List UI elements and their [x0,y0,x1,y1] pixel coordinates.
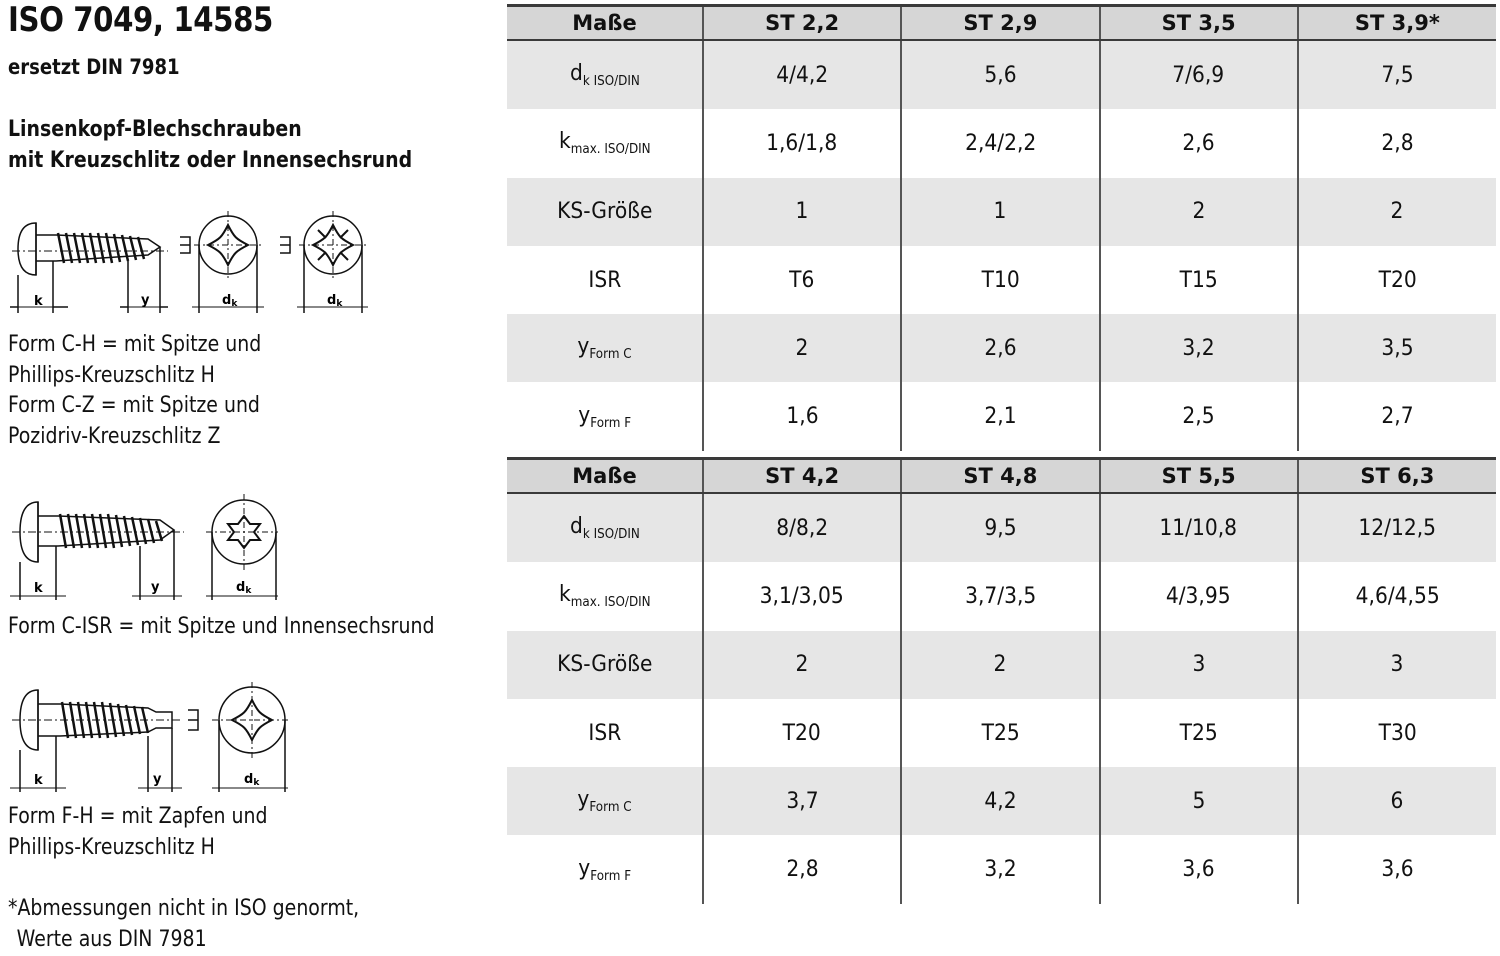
table-cell: 6 [1298,767,1496,835]
dk-label-sub: k [336,299,343,309]
dimensions-table-st-4-2-to-6-3 [507,457,1496,904]
table-row-isr [507,246,1496,314]
table-cell: 2,8 [1298,109,1496,177]
screw-drawing-form-c-h-c-z [8,205,368,317]
caption-line: Form C-ISR = mit Spitze und Innensechsrund [8,614,435,639]
row-label [507,835,703,903]
row-label [507,109,703,177]
row-label-main: k [558,582,571,608]
table-cell: 8/8,2 [703,493,901,562]
y-dimension-label: y [153,772,162,787]
caption-line: Form C-Z = mit Spitze und [8,393,260,418]
row-label-main: y [578,402,591,428]
footnote [8,894,359,955]
table-cell: 2 [1298,178,1496,246]
table-cell: 2,7 [1298,382,1496,450]
table-cell: 3,5 [1298,314,1496,382]
row-label: KS-Größe [507,631,703,699]
table-cell: 3,7/3,5 [901,562,1099,630]
row-label: ISR [588,720,621,746]
row-label-sub: max. ISO/DIN [570,142,651,158]
column-header: ST 5,5 [1100,459,1298,494]
table-cell: 3,1/3,05 [703,562,901,630]
screw-drawing-form-f-h [8,680,288,794]
dk-dimension-label [236,580,252,596]
k-dimension-label: k [34,294,43,309]
footnote-line: *Abmessungen nicht in ISO genormt, [8,896,360,921]
row-label-sub: Form F [590,415,631,431]
row-label [507,382,703,450]
column-header: ST 4,8 [901,459,1099,494]
row-label-sub: max. ISO/DIN [570,595,651,611]
table-row-y-form-f [507,382,1496,450]
table-cell: 11/10,8 [1100,493,1298,562]
y-dimension-label: y [141,293,150,308]
dk-label-main: d [327,293,337,308]
table-cell: T25 [901,699,1099,767]
caption-line: Form F-H = mit Zapfen und [8,804,268,829]
table-cell: T30 [1298,699,1496,767]
table-cell: 7,5 [1298,40,1496,109]
description-line: Linsenkopf-Blechschrauben [8,117,302,142]
dk-label-main: d [244,772,254,787]
caption-line: Phillips-Kreuzschlitz H [8,362,215,388]
row-label-main: k [558,129,571,155]
caption-form-f-h [8,802,267,863]
table-row-k [507,109,1496,177]
table-row-y-form-f [507,835,1496,903]
column-header: Maße [507,459,703,494]
dk-dimension-label [327,293,343,309]
table-cell: T20 [1298,246,1496,314]
table-cell: 9,5 [901,493,1099,562]
table-row-isr [507,699,1496,767]
table-cell: T10 [901,246,1099,314]
dk-label-sub: k [231,299,238,309]
row-label-sub: Form C [589,347,632,363]
k-dimension-label: k [34,773,43,788]
table-cell: 3,6 [1100,835,1298,903]
screw-drawing-form-c-isr [8,488,278,602]
table-cell: 1,6 [703,382,901,450]
caption-line: Form C-H = mit Spitze und [8,332,262,357]
footnote-line: Werte aus DIN 7981 [16,926,207,952]
table-cell: 1,6/1,8 [703,109,901,177]
column-header: ST 4,2 [703,459,901,494]
table-cell: 3,6 [1298,835,1496,903]
table-row-ks-groesse [507,631,1496,699]
column-header: ST 2,2 [703,6,901,41]
row-label-sub: Form F [590,868,631,884]
table-cell: 4/3,95 [1100,562,1298,630]
row-label-sub: k ISO/DIN [582,527,640,543]
column-header: ST 3,5 [1100,6,1298,41]
y-dimension-label: y [151,580,160,595]
table-cell: 1 [901,178,1099,246]
table-cell: 3,2 [901,835,1099,903]
table-cell: 3 [1100,631,1298,699]
dk-label-main: d [222,293,232,308]
row-label-main: y [577,787,590,813]
table-cell: 5,6 [901,40,1099,109]
dk-label-sub: k [245,586,252,596]
table-cell: 3,7 [703,767,901,835]
table-cell: 2,8 [703,835,901,903]
table-cell: 7/6,9 [1100,40,1298,109]
dk-dimension-label [244,772,260,788]
table-cell: 5 [1100,767,1298,835]
row-label-sub: Form C [589,800,632,816]
product-description [8,114,412,176]
table-header-row [507,6,1496,41]
table-cell: T6 [703,246,901,314]
table-cell: 4/4,2 [703,40,901,109]
description-line: mit Kreuzschlitz oder Innensechsrund [8,148,413,173]
table-cell: 2,4/2,2 [901,109,1099,177]
table-cell: 2 [1100,178,1298,246]
column-header: ST 3,9* [1298,6,1496,41]
table-header-row [507,459,1496,494]
row-label [507,767,703,835]
table-row-y-form-c [507,767,1496,835]
table-row-ks-groesse [507,178,1496,246]
dk-dimension-label [222,293,238,309]
row-label [507,562,703,630]
row-label [507,40,703,109]
table-cell: 3 [1298,631,1496,699]
dk-label-sub: k [253,778,260,788]
dk-label-main: d [236,580,246,595]
table-cell: T15 [1100,246,1298,314]
table-cell: 2,1 [901,382,1099,450]
table-cell: 3,2 [1100,314,1298,382]
row-label [507,493,703,562]
column-header: ST 6,3 [1298,459,1496,494]
table-row-dk [507,493,1496,562]
row-label-main: d [569,514,583,540]
table-cell: 1 [703,178,901,246]
table-cell: 4,2 [901,767,1099,835]
row-label [507,314,703,382]
table-row-y-form-c [507,314,1496,382]
column-header: Maße [507,6,703,41]
row-label: ISR [588,267,621,293]
table-cell: T25 [1100,699,1298,767]
row-label-main: y [577,334,590,360]
row-label: KS-Größe [507,178,703,246]
caption-form-c-h-c-z [8,330,261,452]
row-label-main: d [569,61,583,87]
caption-line: Pozidriv-Kreuzschlitz Z [8,423,221,449]
k-dimension-label: k [34,581,43,596]
caption-form-c-isr [8,612,434,643]
table-cell: 2,6 [901,314,1099,382]
column-header: ST 2,9 [901,6,1099,41]
table-row-dk [507,40,1496,109]
table-cell: T20 [703,699,901,767]
caption-line: Phillips-Kreuzschlitz H [8,834,215,860]
page-subtitle: ersetzt DIN 7981 [8,55,180,79]
table-cell: 2,6 [1100,109,1298,177]
table-row-k [507,562,1496,630]
table-cell: 2 [703,631,901,699]
table-cell: 12/12,5 [1298,493,1496,562]
table-cell: 2 [901,631,1099,699]
table-cell: 2,5 [1100,382,1298,450]
row-label-main: y [578,855,591,881]
dimensions-table-st-2-2-to-3-9 [507,4,1496,451]
page-title: ISO 7049, 14585 [8,0,273,40]
table-cell: 4,6/4,55 [1298,562,1496,630]
table-cell: 2 [703,314,901,382]
row-label-sub: k ISO/DIN [582,74,640,90]
